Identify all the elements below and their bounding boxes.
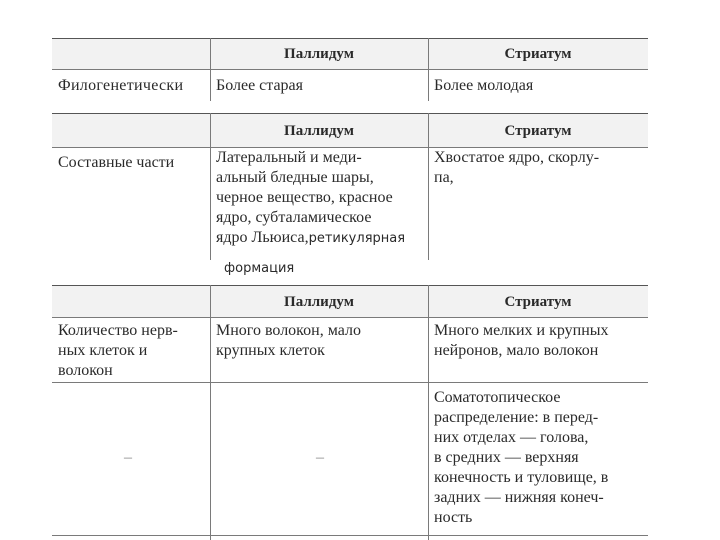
striatum-cell (428, 318, 648, 382)
table-row (52, 318, 648, 382)
label-line: Количество нерв- (58, 322, 178, 339)
pallidum-line: Латеральный и меди- (216, 149, 362, 166)
table-row (52, 383, 648, 535)
pallidum-line: черное вещество, красное (216, 189, 393, 206)
table-row (52, 70, 648, 101)
table-header-row (52, 286, 648, 317)
pallidum-cell (210, 148, 428, 260)
striatum-line: распределение: в перед- (434, 409, 599, 426)
striatum-line: них отделах — голова, (434, 429, 589, 446)
table-components (52, 113, 648, 260)
striatum-cell: Более молодая (434, 77, 534, 94)
column-divider (428, 38, 429, 101)
label-line: ных клеток и (58, 342, 148, 359)
column-divider (210, 285, 211, 540)
pallidum-cell: Более старая (216, 77, 304, 94)
striatum-line: конечность и туловище, в (434, 469, 609, 486)
table-row (52, 148, 648, 260)
row-label: Составные части (58, 154, 175, 171)
pallidum-line: альный бледные шары, (216, 169, 374, 186)
row-label (52, 318, 210, 382)
column-divider (210, 38, 211, 101)
pallidum-line: крупных клеток (216, 342, 325, 359)
striatum-line: нейронов, мало волокон (434, 342, 599, 359)
table-header-row (52, 114, 648, 147)
striatum-line: в средних — верхняя (434, 449, 579, 466)
header-striatum: Стриатум (504, 293, 572, 310)
header-striatum: Стриатум (504, 122, 572, 139)
row-divider (52, 535, 648, 536)
table-phylogeny (52, 38, 648, 101)
label-line: волокон (58, 362, 113, 379)
pallidum-addon-text: ретикулярная (308, 231, 406, 246)
pallidum-line-text: ядро Льюиса, (216, 229, 309, 246)
striatum-cell (428, 383, 648, 535)
header-pallidum: Паллидум (284, 46, 354, 62)
header-pallidum: Паллидум (284, 293, 354, 310)
header-pallidum: Паллидум (284, 122, 354, 139)
pallidum-addon-text: формация (224, 261, 295, 276)
striatum-line: ность (434, 509, 473, 526)
row-label: Филогенетически (58, 77, 184, 94)
pallidum-line: ядро, субталамическое (216, 209, 372, 226)
striatum-line: Много мелких и крупных (434, 322, 609, 339)
pallidum-line: Много волокон, мало (216, 322, 361, 339)
pallidum-cell (210, 318, 428, 382)
table-cells-distribution (52, 285, 648, 540)
striatum-line: Хвостатое ядро, скорлу- (434, 149, 600, 166)
striatum-cell (428, 148, 648, 260)
striatum-line: па, (434, 169, 454, 186)
header-striatum: Стриатум (504, 46, 572, 62)
striatum-line: задних — нижняя конеч- (434, 489, 604, 506)
empty-dash: – (316, 449, 324, 466)
column-divider (428, 113, 429, 260)
table-header-row (52, 39, 648, 69)
empty-dash: – (124, 449, 132, 466)
pallidum-line (216, 228, 422, 248)
column-divider (210, 113, 211, 260)
column-divider (428, 285, 429, 540)
striatum-line: Соматотопическое (434, 389, 561, 406)
